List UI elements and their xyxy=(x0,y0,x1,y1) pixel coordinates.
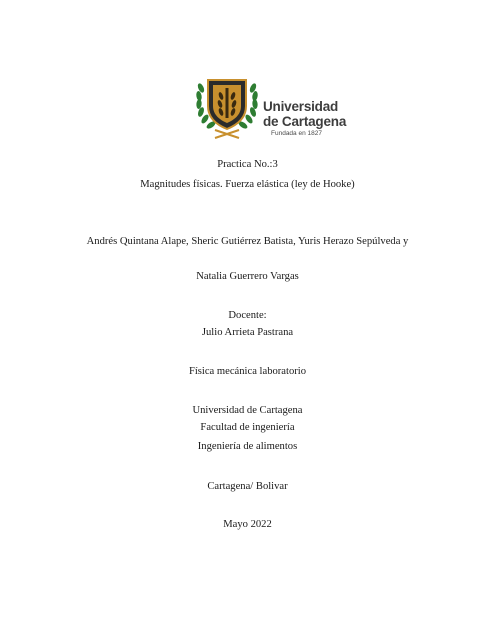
logo-name-line1: Universidad xyxy=(263,99,339,114)
authors-line-1: Andrés Quintana Alape, Sheric Gutiérrez Batista, Yuris Herazo Sepúlveda y xyxy=(86,236,409,247)
faculty-name: Facultad de ingeniería xyxy=(200,422,295,433)
date: Mayo 2022 xyxy=(223,519,272,530)
teacher-label: Docente: xyxy=(228,310,267,321)
logo-subtitle: Fundada en 1827 xyxy=(271,130,322,137)
logo-name-line2: de Cartagena xyxy=(263,113,347,129)
university-crest-icon xyxy=(193,72,261,140)
teacher-name: Julio Arrieta Pastrana xyxy=(201,327,294,338)
university-name: Universidad de Cartagena xyxy=(192,405,303,416)
authors-line-2: Natalia Guerrero Vargas xyxy=(196,271,299,282)
location: Cartagena/ Bolivar xyxy=(207,481,288,492)
course-name: Física mecánica laboratorio xyxy=(188,366,307,377)
university-logo xyxy=(193,72,363,140)
practice-number: Practica No.:3 xyxy=(217,159,278,170)
practice-topic: Magnitudes físicas. Fuerza elástica (ley de Hooke) xyxy=(140,179,355,190)
program-name: Ingeniería de alimentos xyxy=(197,441,298,452)
